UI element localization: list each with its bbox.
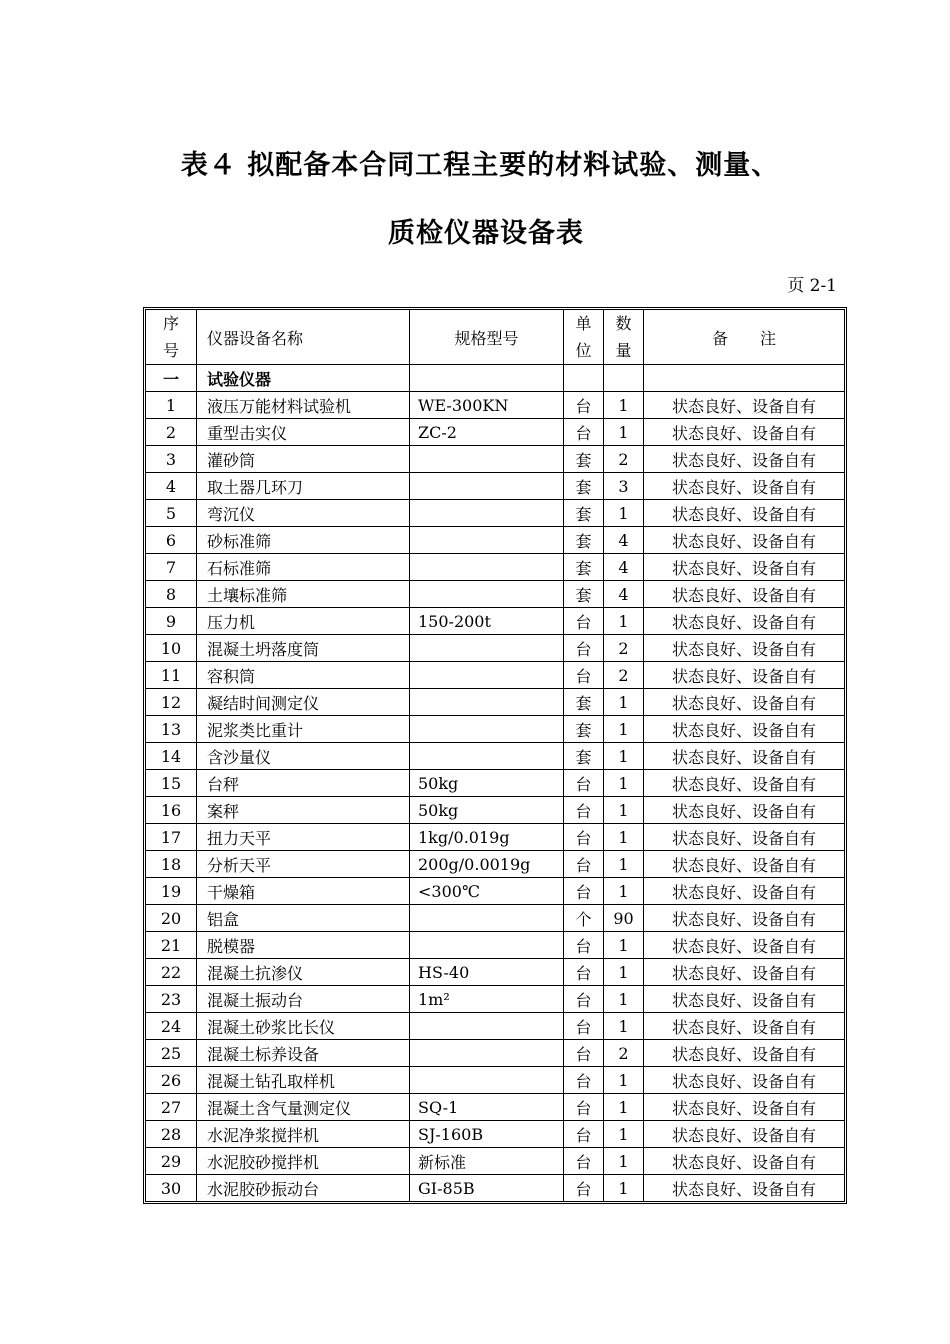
cell-no: 27 [146,1094,197,1121]
cell-no: 19 [146,878,197,905]
cell-spec [410,473,564,500]
cell-name: 混凝土坍落度筒 [197,635,410,662]
cell-name: 压力机 [197,608,410,635]
cell-spec: <300℃ [410,878,564,905]
cell-qty: 1 [604,743,644,770]
header-unit [564,310,604,365]
header-qty-line2: 量 [615,341,632,360]
cell-qty: 1 [604,797,644,824]
cell-spec: 200g/0.0019g [410,851,564,878]
table-row [146,581,844,608]
cell-note: 状态良好、设备自有 [644,419,845,446]
table-row [146,743,844,770]
cell-no: 9 [146,608,197,635]
cell-note: 状态良好、设备自有 [644,986,845,1013]
cell-spec: 1m² [410,986,564,1013]
cell-unit: 台 [564,932,604,959]
cell-note: 状态良好、设备自有 [644,905,845,932]
cell-spec [410,743,564,770]
cell-unit: 台 [564,770,604,797]
cell-spec [410,1013,564,1040]
cell-spec: 50kg [410,797,564,824]
cell-no: 15 [146,770,197,797]
cell-name: 凝结时间测定仪 [197,689,410,716]
cell-no: 18 [146,851,197,878]
cell-no: 4 [146,473,197,500]
cell-spec: SQ-1 [410,1094,564,1121]
cell-spec: GI-85B [410,1175,564,1202]
cell-name: 液压万能材料试验机 [197,392,410,419]
cell-spec: HS-40 [410,959,564,986]
cell-no: 28 [146,1121,197,1148]
cell-spec: ZC-2 [410,419,564,446]
table-row [146,1121,844,1148]
cell-unit: 台 [564,797,604,824]
table-row [146,716,844,743]
table-row [146,527,844,554]
cell-no: 5 [146,500,197,527]
table-row [146,662,844,689]
header-note: 备 注 [644,310,845,365]
header-unit-line2: 位 [575,341,592,360]
table-row [146,1175,844,1202]
cell-spec: 新标准 [410,1148,564,1175]
cell-no: 7 [146,554,197,581]
cell-qty: 1 [604,1013,644,1040]
cell-spec: SJ-160B [410,1121,564,1148]
header-unit-line1: 单 [575,314,592,333]
section-no: 一 [146,365,197,392]
cell-note: 状态良好、设备自有 [644,392,845,419]
table-row [146,473,844,500]
cell-spec [410,1040,564,1067]
cell-note: 状态良好、设备自有 [644,581,845,608]
cell-unit: 套 [564,473,604,500]
cell-spec [410,554,564,581]
cell-name: 混凝土抗渗仪 [197,959,410,986]
cell-no: 1 [146,392,197,419]
cell-note: 状态良好、设备自有 [644,878,845,905]
cell-qty: 1 [604,419,644,446]
cell-unit: 套 [564,554,604,581]
cell-spec: 1kg/0.019g [410,824,564,851]
cell-qty: 1 [604,878,644,905]
cell-no: 25 [146,1040,197,1067]
table-row [146,824,844,851]
table-row [146,878,844,905]
cell-qty: 1 [604,1148,644,1175]
cell-unit: 台 [564,635,604,662]
section-row [146,365,844,392]
cell-no: 12 [146,689,197,716]
table-row [146,446,844,473]
cell-note: 状态良好、设备自有 [644,662,845,689]
cell-name: 重型击实仪 [197,419,410,446]
cell-unit: 台 [564,608,604,635]
cell-note: 状态良好、设备自有 [644,500,845,527]
cell-no: 20 [146,905,197,932]
cell-no: 10 [146,635,197,662]
table-row [146,392,844,419]
section-note [644,365,845,392]
equipment-table [146,310,844,1201]
cell-spec [410,527,564,554]
cell-note: 状态良好、设备自有 [644,1067,845,1094]
cell-name: 混凝土含气量测定仪 [197,1094,410,1121]
table-row [146,635,844,662]
cell-no: 2 [146,419,197,446]
table-row [146,1094,844,1121]
cell-spec [410,1067,564,1094]
cell-qty: 4 [604,527,644,554]
cell-note: 状态良好、设备自有 [644,1175,845,1202]
cell-name: 混凝土振动台 [197,986,410,1013]
cell-note: 状态良好、设备自有 [644,1121,845,1148]
table-row [146,1040,844,1067]
cell-qty: 2 [604,446,644,473]
cell-name: 台秤 [197,770,410,797]
cell-qty: 1 [604,1175,644,1202]
cell-spec: WE-300KN [410,392,564,419]
table-row [146,932,844,959]
header-no-line2: 号 [162,341,179,360]
cell-note: 状态良好、设备自有 [644,473,845,500]
cell-no: 13 [146,716,197,743]
header-no-line1: 序 [162,314,179,333]
table-row [146,770,844,797]
cell-unit: 台 [564,1067,604,1094]
cell-note: 状态良好、设备自有 [644,446,845,473]
document-title-line2: 质检仪器设备表 [388,218,584,249]
document-title-line1: 表４ 拟配备本合同工程主要的材料试验、测量、 [180,150,780,181]
table-row [146,1013,844,1040]
cell-qty: 1 [604,1121,644,1148]
cell-spec [410,581,564,608]
cell-no: 16 [146,797,197,824]
equipment-table-frame [143,307,847,1204]
cell-no: 14 [146,743,197,770]
cell-no: 22 [146,959,197,986]
cell-no: 23 [146,986,197,1013]
cell-qty: 1 [604,608,644,635]
cell-name: 混凝土砂浆比长仪 [197,1013,410,1040]
cell-note: 状态良好、设备自有 [644,770,845,797]
cell-note: 状态良好、设备自有 [644,959,845,986]
cell-name: 干燥箱 [197,878,410,905]
header-spec: 规格型号 [410,310,564,365]
cell-unit: 台 [564,1175,604,1202]
header-qty-line1: 数 [615,314,632,333]
cell-unit: 台 [564,878,604,905]
cell-qty: 1 [604,392,644,419]
cell-qty: 90 [604,905,644,932]
cell-unit: 台 [564,392,604,419]
cell-unit: 套 [564,581,604,608]
table-row [146,851,844,878]
cell-note: 状态良好、设备自有 [644,554,845,581]
table-row [146,1148,844,1175]
cell-note: 状态良好、设备自有 [644,797,845,824]
section-unit [564,365,604,392]
cell-qty: 4 [604,554,644,581]
cell-name: 铝盒 [197,905,410,932]
section-name: 试验仪器 [197,365,410,392]
cell-name: 砂标准筛 [197,527,410,554]
cell-no: 6 [146,527,197,554]
cell-qty: 1 [604,824,644,851]
cell-no: 8 [146,581,197,608]
table-row [146,689,844,716]
cell-unit: 台 [564,986,604,1013]
cell-name: 扭力天平 [197,824,410,851]
table-row [146,1067,844,1094]
table-row [146,608,844,635]
header-qty [604,310,644,365]
cell-qty: 4 [604,581,644,608]
cell-no: 24 [146,1013,197,1040]
cell-name: 取土器几环刀 [197,473,410,500]
cell-name: 混凝土标养设备 [197,1040,410,1067]
cell-name: 含沙量仪 [197,743,410,770]
cell-name: 泥浆类比重计 [197,716,410,743]
cell-spec: 50kg [410,770,564,797]
cell-spec [410,635,564,662]
cell-unit: 台 [564,1040,604,1067]
table-header-row [146,310,844,365]
cell-unit: 套 [564,689,604,716]
cell-no: 11 [146,662,197,689]
cell-note: 状态良好、设备自有 [644,1094,845,1121]
header-no [146,310,197,365]
cell-unit: 台 [564,419,604,446]
cell-name: 石标准筛 [197,554,410,581]
cell-qty: 1 [604,689,644,716]
cell-note: 状态良好、设备自有 [644,932,845,959]
cell-note: 状态良好、设备自有 [644,824,845,851]
cell-spec [410,932,564,959]
cell-qty: 1 [604,716,644,743]
cell-spec [410,446,564,473]
section-spec [410,365,564,392]
cell-name: 案秤 [197,797,410,824]
cell-qty: 3 [604,473,644,500]
cell-qty: 1 [604,932,644,959]
cell-note: 状态良好、设备自有 [644,527,845,554]
cell-no: 21 [146,932,197,959]
cell-unit: 台 [564,662,604,689]
cell-no: 30 [146,1175,197,1202]
cell-note: 状态良好、设备自有 [644,716,845,743]
cell-unit: 套 [564,743,604,770]
cell-unit: 台 [564,851,604,878]
cell-name: 弯沉仪 [197,500,410,527]
cell-no: 17 [146,824,197,851]
cell-note: 状态良好、设备自有 [644,635,845,662]
cell-unit: 台 [564,1121,604,1148]
cell-name: 水泥胶砂搅拌机 [197,1148,410,1175]
cell-spec: 150-200t [410,608,564,635]
cell-note: 状态良好、设备自有 [644,1013,845,1040]
cell-unit: 台 [564,824,604,851]
cell-name: 水泥净浆搅拌机 [197,1121,410,1148]
cell-name: 混凝土钻孔取样机 [197,1067,410,1094]
cell-unit: 套 [564,500,604,527]
cell-note: 状态良好、设备自有 [644,608,845,635]
table-row [146,986,844,1013]
cell-spec [410,905,564,932]
table-row [146,959,844,986]
cell-qty: 1 [604,1094,644,1121]
cell-unit: 台 [564,1148,604,1175]
cell-qty: 1 [604,986,644,1013]
cell-no: 26 [146,1067,197,1094]
cell-spec [410,716,564,743]
table-row [146,419,844,446]
cell-qty: 1 [604,770,644,797]
cell-name: 水泥胶砂振动台 [197,1175,410,1202]
cell-unit: 台 [564,1094,604,1121]
cell-unit: 个 [564,905,604,932]
cell-note: 状态良好、设备自有 [644,689,845,716]
cell-qty: 1 [604,500,644,527]
table-row [146,797,844,824]
cell-unit: 套 [564,446,604,473]
table-row [146,500,844,527]
cell-no: 29 [146,1148,197,1175]
cell-qty: 1 [604,1067,644,1094]
cell-name: 土壤标准筛 [197,581,410,608]
cell-name: 脱模器 [197,932,410,959]
cell-unit: 台 [564,959,604,986]
cell-name: 灌砂筒 [197,446,410,473]
cell-qty: 2 [604,1040,644,1067]
cell-name: 容积筒 [197,662,410,689]
page-number: 页 2-1 [787,276,837,296]
cell-name: 分析天平 [197,851,410,878]
cell-spec [410,689,564,716]
header-name: 仪器设备名称 [197,310,410,365]
cell-no: 3 [146,446,197,473]
cell-unit: 台 [564,1013,604,1040]
cell-note: 状态良好、设备自有 [644,1148,845,1175]
table-row [146,905,844,932]
cell-qty: 2 [604,662,644,689]
cell-spec [410,500,564,527]
cell-note: 状态良好、设备自有 [644,743,845,770]
cell-qty: 1 [604,851,644,878]
cell-qty: 1 [604,959,644,986]
cell-note: 状态良好、设备自有 [644,1040,845,1067]
cell-qty: 2 [604,635,644,662]
cell-unit: 套 [564,716,604,743]
section-qty [604,365,644,392]
cell-unit: 套 [564,527,604,554]
cell-note: 状态良好、设备自有 [644,851,845,878]
cell-spec [410,662,564,689]
table-row [146,554,844,581]
